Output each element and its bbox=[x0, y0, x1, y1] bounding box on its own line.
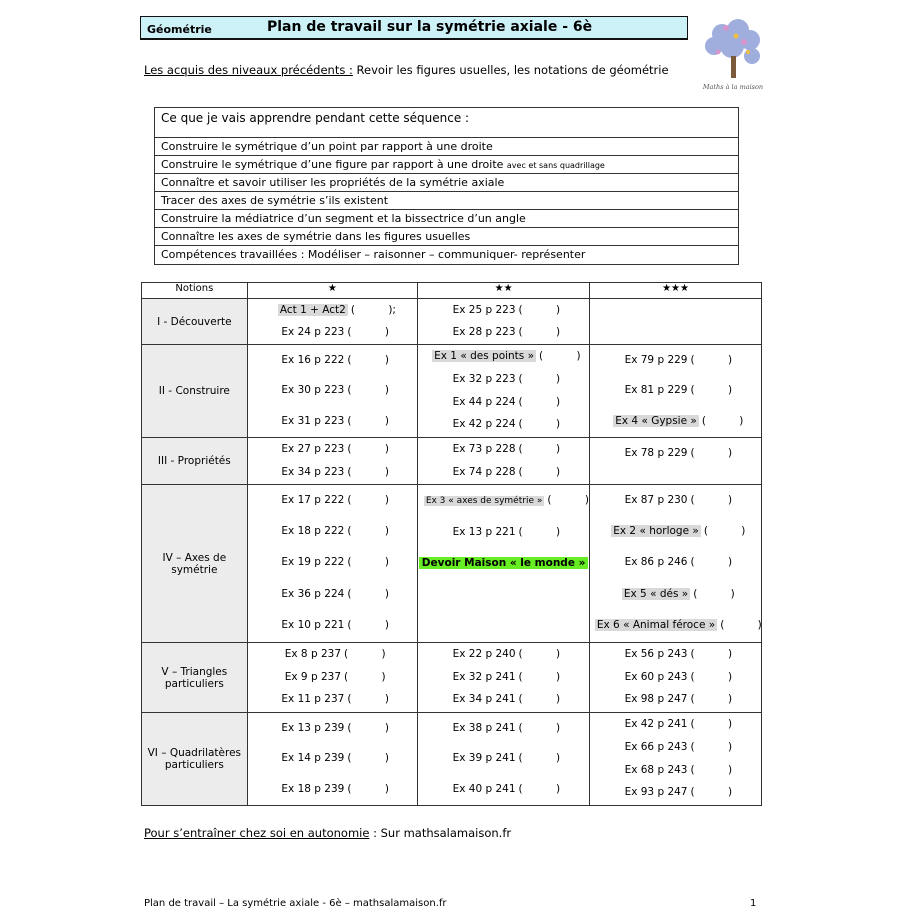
score-slot: ( ) bbox=[701, 414, 744, 427]
objective-item bbox=[155, 156, 738, 174]
score-slot: ( ) bbox=[690, 786, 733, 799]
exercise-item bbox=[248, 406, 417, 436]
exercise-item bbox=[248, 485, 417, 516]
notion-cell: VI – Quadrilatères particuliers bbox=[142, 713, 248, 806]
exercise-cell bbox=[418, 713, 590, 806]
exercise-label: Ex 93 p 247 bbox=[624, 786, 688, 799]
exercise-label: Ex 2 « horloge » bbox=[613, 525, 699, 538]
score-slot: ( ) bbox=[518, 372, 561, 385]
exercise-label: Ex 8 p 237 bbox=[284, 648, 341, 660]
score-slot: ( ) bbox=[518, 670, 561, 683]
objective-item bbox=[155, 174, 738, 192]
exercise-label: Ex 13 p 239 bbox=[281, 722, 345, 734]
exercise-cell bbox=[590, 713, 762, 806]
exercise-label: Ex 74 p 228 bbox=[452, 465, 516, 478]
exercise-item bbox=[590, 688, 761, 711]
exercise-item bbox=[418, 643, 589, 666]
objective-note: avec et sans quadrillage bbox=[506, 161, 605, 170]
exercise-label: Ex 68 p 243 bbox=[624, 763, 688, 776]
header-three-stars: ★★★ bbox=[590, 283, 762, 299]
table-row bbox=[142, 299, 762, 345]
score-slot: ( ); bbox=[350, 304, 396, 316]
score-slot: ( ) bbox=[518, 693, 561, 706]
objective-text: Connaître et savoir utiliser les propriétés de la symétrie axiale bbox=[161, 176, 505, 189]
exercise-label: Act 1 + Act2 bbox=[279, 304, 346, 316]
subject-label: Géométrie bbox=[147, 23, 212, 36]
exercise-item bbox=[418, 517, 589, 549]
score-slot: ( ) bbox=[344, 648, 386, 660]
score-slot: ( ) bbox=[690, 354, 733, 366]
score-slot: ( ) bbox=[518, 326, 561, 338]
exercise-label: Ex 27 p 223 bbox=[281, 443, 345, 455]
exercise-item bbox=[248, 713, 417, 743]
exercise-label: Ex 39 p 241 bbox=[452, 752, 516, 765]
exercise-item bbox=[248, 438, 417, 461]
score-slot: ( ) bbox=[518, 465, 561, 478]
score-slot: ( ) bbox=[347, 354, 389, 366]
header-bar bbox=[140, 16, 688, 40]
exercise-label: Ex 6 « Animal féroce » bbox=[596, 618, 716, 631]
score-slot: ( ) bbox=[347, 752, 389, 765]
autonomy-note bbox=[144, 826, 511, 840]
exercise-label: Ex 16 p 222 bbox=[281, 354, 345, 366]
exercise-label: Ex 32 p 223 bbox=[452, 372, 516, 385]
score-slot: ( ) bbox=[347, 587, 389, 600]
header-one-star: ★ bbox=[247, 283, 417, 299]
exercise-label: Ex 13 p 221 bbox=[452, 525, 516, 538]
exercise-item bbox=[418, 391, 589, 414]
exercise-item bbox=[248, 774, 417, 804]
exercise-item bbox=[418, 688, 589, 711]
page-title: Plan de travail sur la symétrie axiale - 6è bbox=[267, 19, 593, 35]
score-slot: ( ) bbox=[690, 740, 733, 753]
exercise-label: Ex 3 « axes de symétrie » bbox=[425, 496, 543, 506]
score-slot: ( ) bbox=[690, 670, 733, 683]
exercise-item bbox=[418, 774, 589, 804]
score-slot: ( ) bbox=[347, 494, 389, 506]
logo-text: Maths à la maison bbox=[702, 83, 764, 91]
exercise-cell bbox=[247, 643, 417, 713]
exercise-label: Ex 60 p 243 bbox=[624, 670, 688, 683]
score-slot: ( ) bbox=[693, 587, 735, 600]
exercise-label: Ex 42 p 224 bbox=[452, 418, 516, 431]
objective-text: Construire le symétrique d’un point par rapport à une droite bbox=[161, 140, 493, 153]
exercise-cell bbox=[590, 345, 762, 438]
exercise-item bbox=[590, 438, 761, 470]
logo bbox=[692, 12, 774, 94]
score-slot: ( ) bbox=[690, 447, 733, 459]
score-slot: ( ) bbox=[347, 465, 389, 478]
exercise-cell bbox=[247, 299, 417, 345]
exercise-item bbox=[248, 610, 417, 641]
score-slot: ( ) bbox=[518, 722, 561, 734]
exercise-item bbox=[248, 666, 417, 689]
exercise-label: Ex 28 p 223 bbox=[452, 326, 516, 338]
score-slot: ( ) bbox=[518, 752, 561, 765]
exercise-label: Ex 79 p 229 bbox=[624, 354, 688, 366]
exercise-item bbox=[418, 485, 589, 517]
score-slot: ( ) bbox=[347, 443, 389, 455]
objective-item bbox=[155, 192, 738, 210]
exercise-item bbox=[418, 345, 589, 368]
score-slot: ( ) bbox=[690, 718, 733, 730]
exercise-cell bbox=[418, 438, 590, 485]
exercise-cell bbox=[418, 643, 590, 713]
exercise-cell bbox=[590, 485, 762, 643]
score-slot: ( ) bbox=[720, 618, 762, 631]
notion-cell: V – Triangles particuliers bbox=[142, 643, 248, 713]
exercise-item bbox=[248, 516, 417, 547]
score-slot: ( ) bbox=[547, 494, 589, 506]
exercise-item bbox=[590, 781, 761, 804]
exercise-label: Ex 42 p 241 bbox=[624, 718, 688, 730]
objective-item bbox=[155, 210, 738, 228]
objective-item bbox=[155, 138, 738, 156]
exercise-cell bbox=[247, 713, 417, 806]
score-slot: ( ) bbox=[347, 414, 389, 427]
exercise-item bbox=[418, 368, 589, 391]
exercise-label: Ex 98 p 247 bbox=[624, 693, 688, 706]
score-slot: ( ) bbox=[690, 494, 733, 506]
exercise-label: Ex 31 p 223 bbox=[281, 414, 345, 427]
exercise-label: Ex 87 p 230 bbox=[624, 494, 688, 506]
exercise-label: Ex 30 p 223 bbox=[281, 384, 345, 397]
score-slot: ( ) bbox=[690, 763, 733, 776]
exercise-label: Ex 36 p 224 bbox=[281, 587, 345, 600]
objective-text: Connaître les axes de symétrie dans les figures usuelles bbox=[161, 230, 471, 243]
score-slot: ( ) bbox=[690, 556, 733, 569]
tree-logo-icon bbox=[692, 12, 774, 94]
exercise-item bbox=[590, 547, 761, 578]
objective-text: Tracer des axes de symétrie s’ils existent bbox=[161, 194, 389, 207]
exercise-label: Ex 78 p 229 bbox=[624, 447, 688, 459]
exercise-item bbox=[248, 643, 417, 666]
exercise-label: Ex 19 p 222 bbox=[281, 556, 345, 569]
exercise-item bbox=[590, 713, 761, 736]
exercise-label: Ex 11 p 237 bbox=[281, 693, 345, 706]
score-slot: ( ) bbox=[347, 326, 389, 338]
exercise-label: Ex 17 p 222 bbox=[281, 494, 345, 506]
exercise-item bbox=[248, 375, 417, 405]
exercise-item bbox=[590, 406, 761, 436]
exercise-item bbox=[590, 375, 761, 405]
exercise-item bbox=[418, 461, 589, 484]
work-plan-table bbox=[141, 282, 762, 806]
exercise-label: Ex 18 p 222 bbox=[281, 525, 345, 538]
score-slot: ( ) bbox=[347, 556, 389, 569]
exercise-item bbox=[418, 713, 589, 743]
objectives-box bbox=[154, 107, 739, 265]
exercise-cell bbox=[590, 438, 762, 485]
score-slot: ( ) bbox=[344, 670, 386, 683]
score-slot: ( ) bbox=[518, 525, 561, 538]
score-slot: ( ) bbox=[347, 782, 389, 795]
score-slot: ( ) bbox=[518, 395, 561, 408]
prior-knowledge-label: Les acquis des niveaux précédents : bbox=[144, 63, 353, 77]
exercise-item bbox=[248, 688, 417, 711]
table-row bbox=[142, 643, 762, 713]
exercise-label: Devoir Maison « le monde » bbox=[419, 557, 589, 569]
exercise-cell bbox=[418, 485, 590, 643]
exercise-label: Ex 4 « Gypsie » bbox=[615, 414, 697, 427]
exercise-item bbox=[248, 321, 417, 343]
exercise-item bbox=[590, 516, 761, 547]
exercise-label: Ex 34 p 223 bbox=[281, 465, 345, 478]
page-number: 1 bbox=[750, 898, 757, 909]
exercise-item bbox=[248, 461, 417, 484]
exercise-item bbox=[590, 345, 761, 375]
exercise-item bbox=[590, 579, 761, 610]
exercise-cell bbox=[590, 643, 762, 713]
exercise-label: Ex 1 « des points » bbox=[434, 350, 535, 362]
exercise-cell bbox=[247, 345, 417, 438]
exercise-item bbox=[418, 438, 589, 461]
score-slot: ( ) bbox=[518, 418, 561, 431]
exercise-item bbox=[248, 579, 417, 610]
table-row bbox=[142, 713, 762, 806]
exercise-item bbox=[248, 345, 417, 375]
notion-cell: IV – Axes de symétrie bbox=[142, 485, 248, 643]
score-slot: ( ) bbox=[539, 350, 581, 362]
score-slot: ( ) bbox=[518, 782, 561, 795]
exercise-item bbox=[590, 666, 761, 689]
exercise-label: Ex 5 « dés » bbox=[623, 587, 689, 600]
exercise-label: Ex 10 p 221 bbox=[281, 618, 345, 631]
exercise-label: Ex 73 p 228 bbox=[452, 443, 516, 455]
exercise-label: Ex 18 p 239 bbox=[281, 782, 345, 795]
exercise-label: Ex 14 p 239 bbox=[281, 752, 345, 765]
exercise-item bbox=[418, 743, 589, 773]
exercise-item bbox=[590, 485, 761, 516]
prior-knowledge-text: Revoir les figures usuelles, les notations de géométrie bbox=[352, 63, 669, 77]
exercise-cell bbox=[418, 345, 590, 438]
score-slot: ( ) bbox=[518, 304, 561, 316]
exercise-item bbox=[418, 413, 589, 436]
objective-text: Construire le symétrique d’une figure par rapport à une droite bbox=[161, 158, 507, 171]
objective-item bbox=[155, 246, 738, 264]
score-slot: ( ) bbox=[518, 443, 561, 455]
autonomy-text: : Sur mathsalamaison.fr bbox=[369, 826, 512, 840]
exercise-cell bbox=[247, 485, 417, 643]
score-slot: ( ) bbox=[690, 648, 733, 660]
exercise-item bbox=[418, 666, 589, 689]
exercise-cell bbox=[418, 299, 590, 345]
page-footer: Plan de travail – La symétrie axiale - 6è – mathsalamaison.fr bbox=[144, 898, 447, 909]
objectives-heading: Ce que je vais apprendre pendant cette séquence : bbox=[155, 108, 738, 138]
exercise-label: Ex 40 p 241 bbox=[452, 782, 516, 795]
exercise-item bbox=[590, 643, 761, 666]
exercise-item bbox=[590, 736, 761, 759]
score-slot: ( ) bbox=[347, 722, 389, 734]
exercise-item bbox=[418, 299, 589, 321]
score-slot: ( ) bbox=[347, 384, 389, 397]
exercise-label: Ex 56 p 243 bbox=[624, 648, 688, 660]
exercise-label: Ex 9 p 237 bbox=[284, 670, 341, 683]
table-row bbox=[142, 438, 762, 485]
objective-text: Compétences travaillées : Modéliser – raisonner – communiquer- représenter bbox=[161, 248, 586, 261]
score-slot: ( ) bbox=[690, 384, 733, 397]
score-slot: ( ) bbox=[347, 525, 389, 538]
exercise-label: Ex 86 p 246 bbox=[624, 556, 688, 569]
exercise-label: Ex 24 p 223 bbox=[281, 326, 345, 338]
score-slot: ( ) bbox=[518, 648, 561, 660]
score-slot: ( ) bbox=[347, 618, 389, 631]
exercise-label: Ex 81 p 229 bbox=[624, 384, 688, 397]
exercise-label: Ex 32 p 241 bbox=[452, 670, 516, 683]
header-notions: Notions bbox=[142, 283, 248, 299]
exercise-label: Ex 44 p 224 bbox=[452, 395, 516, 408]
header-two-stars: ★★ bbox=[418, 283, 590, 299]
exercise-label: Ex 34 p 241 bbox=[452, 693, 516, 706]
autonomy-label: Pour s’entraîner chez soi en autonomie bbox=[144, 826, 370, 840]
exercise-item bbox=[418, 321, 589, 343]
score-slot: ( ) bbox=[347, 693, 389, 706]
exercise-item bbox=[248, 547, 417, 578]
exercise-label: Ex 22 p 240 bbox=[452, 648, 516, 660]
exercise-label: Ex 38 p 241 bbox=[452, 722, 516, 734]
exercise-item bbox=[590, 610, 761, 641]
table-row bbox=[142, 345, 762, 438]
notion-cell: III - Propriétés bbox=[142, 438, 248, 485]
objective-text: Construire la médiatrice d’un segment et la bissectrice d’un angle bbox=[161, 212, 526, 225]
table-row bbox=[142, 485, 762, 643]
exercise-item bbox=[248, 299, 417, 321]
score-slot: ( ) bbox=[690, 693, 733, 706]
notion-cell: II - Construire bbox=[142, 345, 248, 438]
exercise-item bbox=[248, 743, 417, 773]
exercise-cell bbox=[590, 299, 762, 345]
exercise-cell bbox=[247, 438, 417, 485]
prior-knowledge bbox=[144, 63, 669, 77]
notion-cell: I - Découverte bbox=[142, 299, 248, 345]
exercise-item bbox=[418, 548, 589, 580]
objective-item bbox=[155, 228, 738, 246]
exercise-label: Ex 25 p 223 bbox=[452, 304, 516, 316]
exercise-label: Ex 66 p 243 bbox=[624, 740, 688, 753]
exercise-item bbox=[590, 759, 761, 782]
score-slot: ( ) bbox=[703, 525, 746, 538]
